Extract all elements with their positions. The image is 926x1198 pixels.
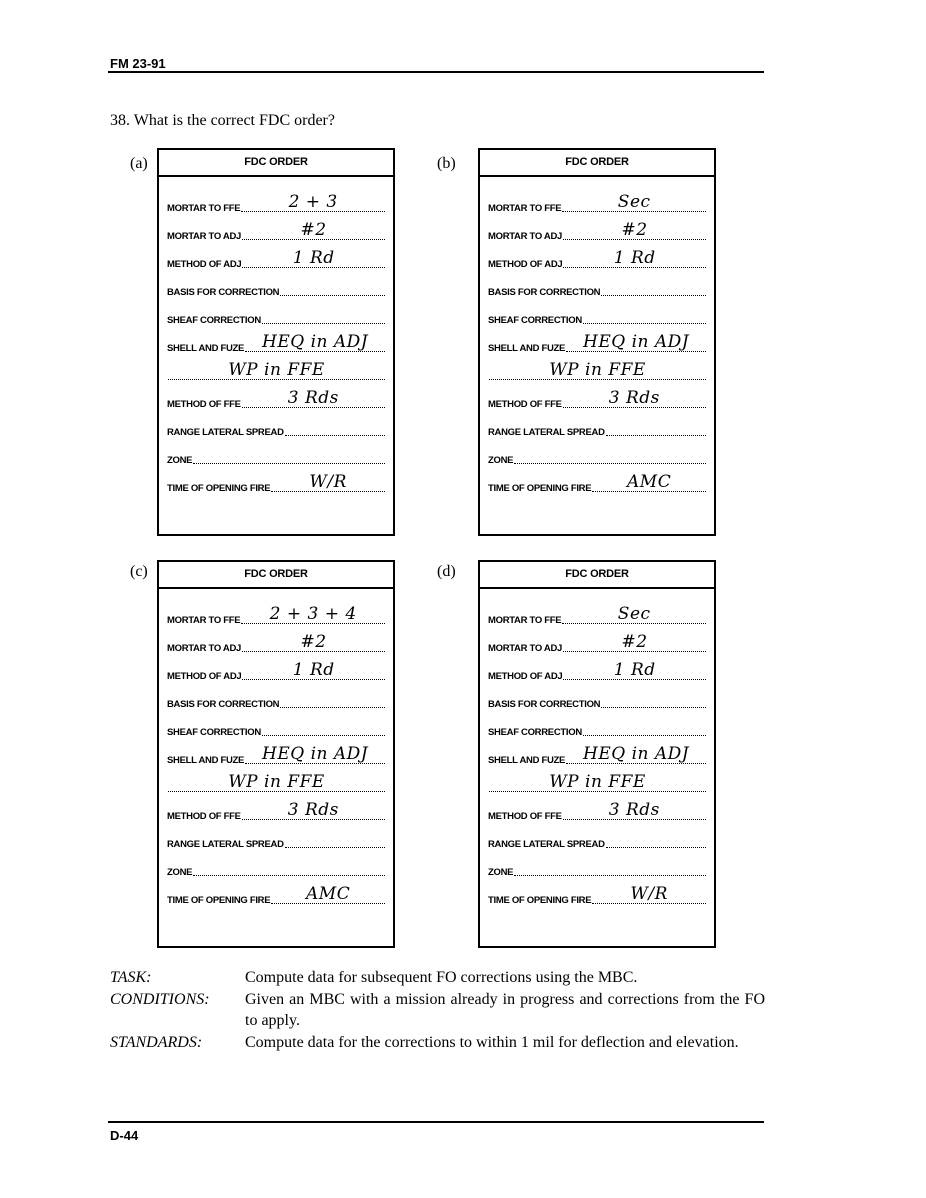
handwritten-method-of-ffe: 3 Rds (287, 800, 339, 820)
row-sheaf-correction: SHEAF CORRECTION (488, 714, 706, 742)
fdc-order-card-b (478, 148, 716, 536)
row-range-lateral-spread: RANGE LATERAL SPREAD (488, 414, 706, 442)
row-mortar-to-ffe: MORTAR TO FFE Sec (488, 190, 706, 218)
fdc-order-card-c (157, 560, 395, 948)
row-zone: ZONE (488, 854, 706, 882)
row-sheaf-correction: SHEAF CORRECTION (167, 302, 385, 330)
card-title: FDC ORDER (159, 150, 393, 177)
row-method-of-ffe: METHOD OF FFE 3 Rds (488, 386, 706, 414)
task-label: TASK: (110, 969, 152, 986)
row-range-lateral-spread: RANGE LATERAL SPREAD (167, 414, 385, 442)
row-method-of-adj: METHOD OF ADJ 1 Rd (167, 658, 385, 686)
card-title: FDC ORDER (480, 150, 714, 177)
question-text: 38. What is the correct FDC order? (110, 112, 335, 129)
handwritten-time-of-opening-fire: W/R (309, 472, 347, 492)
handwritten-time-of-opening-fire: W/R (630, 884, 668, 904)
handwritten-shell-and-fuze-2: WP in FFE (549, 772, 646, 792)
handwritten-shell-and-fuze: HEQ in ADJ (583, 744, 690, 764)
row-shell-and-fuze-continued (488, 770, 706, 798)
handwritten-mortar-to-adj: #2 (300, 632, 327, 652)
row-shell-and-fuze: SHELL AND FUZE HEQ in ADJ (167, 742, 385, 770)
conditions-text: Given an MBC with a mission already in progress and corrections from the FO to apply. (245, 990, 765, 1029)
handwritten-shell-and-fuze-2: WP in FFE (228, 360, 325, 380)
standards-label: STANDARDS: (110, 1033, 203, 1051)
row-shell-and-fuze-continued (167, 358, 385, 386)
row-zone: ZONE (488, 442, 706, 470)
handwritten-time-of-opening-fire: AMC (627, 472, 672, 492)
row-method-of-adj: METHOD OF ADJ 1 Rd (167, 246, 385, 274)
handwritten-mortar-to-ffe: Sec (617, 604, 651, 624)
handwritten-mortar-to-ffe: 2 + 3 + 4 (269, 604, 357, 624)
row-method-of-adj: METHOD OF ADJ 1 Rd (488, 658, 706, 686)
handwritten-mortar-to-ffe: 2 + 3 (288, 192, 338, 212)
row-zone: ZONE (167, 442, 385, 470)
handwritten-mortar-to-adj: #2 (300, 220, 327, 240)
header-rule (108, 71, 764, 73)
card-title: FDC ORDER (480, 562, 714, 589)
row-shell-and-fuze: SHELL AND FUZE HEQ in ADJ (488, 742, 706, 770)
row-mortar-to-adj: MORTAR TO ADJ #2 (488, 218, 706, 246)
handwritten-mortar-to-ffe: Sec (617, 192, 651, 212)
card-title: FDC ORDER (159, 562, 393, 589)
row-shell-and-fuze-continued (167, 770, 385, 798)
row-shell-and-fuze-continued (488, 358, 706, 386)
row-shell-and-fuze: SHELL AND FUZE HEQ in ADJ (488, 330, 706, 358)
option-label-c: (c) (130, 563, 148, 580)
standards-row (110, 1032, 765, 1054)
handwritten-method-of-adj: 1 Rd (292, 660, 335, 680)
handwritten-method-of-adj: 1 Rd (292, 248, 335, 268)
row-time-of-opening-fire: TIME OF OPENING FIRE W/R (488, 882, 706, 910)
handwritten-method-of-ffe: 3 Rds (608, 800, 660, 820)
page-number: D-44 (110, 1128, 139, 1143)
row-time-of-opening-fire: TIME OF OPENING FIRE AMC (167, 882, 385, 910)
task-row (110, 967, 765, 989)
standards-text: Compute data for the corrections to within 1 mil for deflection and elevation. (245, 1033, 739, 1051)
handwritten-shell-and-fuze: HEQ in ADJ (262, 332, 369, 352)
handwritten-shell-and-fuze-2: WP in FFE (228, 772, 325, 792)
row-basis-for-correction: BASIS FOR CORRECTION (488, 686, 706, 714)
row-mortar-to-ffe: MORTAR TO FFE 2 + 3 + 4 (167, 602, 385, 630)
handwritten-time-of-opening-fire: AMC (306, 884, 351, 904)
row-basis-for-correction: BASIS FOR CORRECTION (167, 274, 385, 302)
row-method-of-adj: METHOD OF ADJ 1 Rd (488, 246, 706, 274)
footer-rule (108, 1121, 764, 1123)
row-basis-for-correction: BASIS FOR CORRECTION (167, 686, 385, 714)
task-conditions-standards (110, 967, 765, 1053)
option-label-b: (b) (437, 155, 456, 172)
row-range-lateral-spread: RANGE LATERAL SPREAD (167, 826, 385, 854)
fdc-order-card-d (478, 560, 716, 948)
task-text: Compute data for subsequent FO corrections using the MBC. (245, 969, 638, 986)
row-sheaf-correction: SHEAF CORRECTION (488, 302, 706, 330)
manual-header: FM 23-91 (110, 56, 166, 71)
handwritten-method-of-adj: 1 Rd (613, 248, 656, 268)
row-basis-for-correction: BASIS FOR CORRECTION (488, 274, 706, 302)
row-zone: ZONE (167, 854, 385, 882)
option-label-d: (d) (437, 563, 456, 580)
row-method-of-ffe: METHOD OF FFE 3 Rds (167, 798, 385, 826)
handwritten-shell-and-fuze: HEQ in ADJ (262, 744, 369, 764)
handwritten-mortar-to-adj: #2 (621, 220, 648, 240)
row-shell-and-fuze: SHELL AND FUZE HEQ in ADJ (167, 330, 385, 358)
row-sheaf-correction: SHEAF CORRECTION (167, 714, 385, 742)
row-method-of-ffe: METHOD OF FFE 3 Rds (167, 386, 385, 414)
handwritten-method-of-ffe: 3 Rds (608, 388, 660, 408)
handwritten-method-of-adj: 1 Rd (613, 660, 656, 680)
handwritten-shell-and-fuze: HEQ in ADJ (583, 332, 690, 352)
row-time-of-opening-fire: TIME OF OPENING FIRE W/R (167, 470, 385, 498)
handwritten-shell-and-fuze-2: WP in FFE (549, 360, 646, 380)
option-label-a: (a) (130, 155, 148, 172)
handwritten-mortar-to-adj: #2 (621, 632, 648, 652)
row-time-of-opening-fire: TIME OF OPENING FIRE AMC (488, 470, 706, 498)
row-method-of-ffe: METHOD OF FFE 3 Rds (488, 798, 706, 826)
row-mortar-to-adj: MORTAR TO ADJ #2 (167, 630, 385, 658)
handwritten-method-of-ffe: 3 Rds (287, 388, 339, 408)
row-mortar-to-ffe: MORTAR TO FFE 2 + 3 (167, 190, 385, 218)
row-mortar-to-ffe: MORTAR TO FFE Sec (488, 602, 706, 630)
fdc-order-card-a (157, 148, 395, 536)
row-range-lateral-spread: RANGE LATERAL SPREAD (488, 826, 706, 854)
conditions-label: CONDITIONS: (110, 990, 210, 1008)
conditions-row (110, 989, 765, 1032)
row-mortar-to-adj: MORTAR TO ADJ #2 (488, 630, 706, 658)
row-mortar-to-adj: MORTAR TO ADJ #2 (167, 218, 385, 246)
